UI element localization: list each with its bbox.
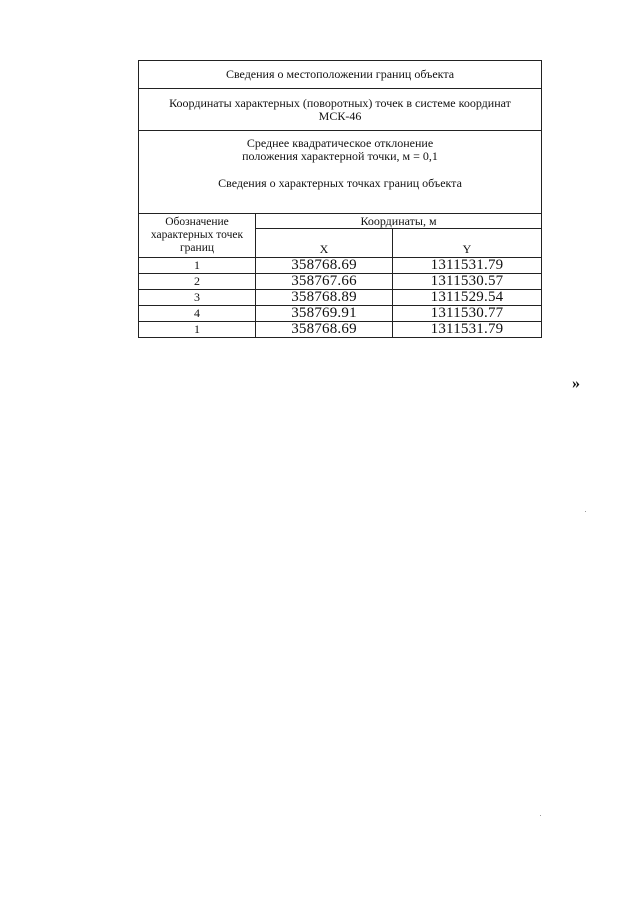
y-value: 1311531.79 xyxy=(393,258,542,274)
table-row xyxy=(139,258,542,274)
y-value: 1311530.77 xyxy=(393,306,542,322)
boundary-info-table xyxy=(138,60,542,338)
coordinates-header: Координаты, м xyxy=(256,214,542,229)
x-value: 358768.89 xyxy=(256,290,393,306)
designation-header-line1: Обозначение xyxy=(165,216,229,228)
designation-header-line3: границ xyxy=(179,242,215,254)
x-value: 358769.91 xyxy=(256,306,393,322)
x-value: 358768.69 xyxy=(256,322,393,338)
closing-quote: » xyxy=(572,375,580,392)
table-row xyxy=(139,274,542,290)
designation-header xyxy=(139,214,256,258)
scan-speck xyxy=(540,815,541,816)
x-value: 358767.66 xyxy=(256,274,393,290)
y-header: Y xyxy=(393,229,542,258)
point-number: 4 xyxy=(139,306,256,322)
y-value: 1311530.57 xyxy=(393,274,542,290)
scan-speck xyxy=(585,511,586,512)
deviation-line2: положения характерной точки, м = 0,1 xyxy=(242,149,438,163)
x-header: X xyxy=(256,229,393,258)
point-number: 3 xyxy=(139,290,256,306)
y-value: 1311529.54 xyxy=(393,290,542,306)
point-number: 1 xyxy=(139,258,256,274)
table-row xyxy=(139,322,542,338)
table-title: Сведения о местоположении границ объекта xyxy=(139,61,542,89)
coordinate-system-cell xyxy=(139,89,542,131)
point-number: 1 xyxy=(139,322,256,338)
point-number: 2 xyxy=(139,274,256,290)
deviation-cell xyxy=(139,131,542,214)
designation-header-line2: характерных точек xyxy=(150,229,244,241)
x-value: 358768.69 xyxy=(256,258,393,274)
coordinate-system-line1: Координаты характерных (поворотных) точек в системе координат xyxy=(169,95,511,110)
table-row xyxy=(139,290,542,306)
y-value: 1311531.79 xyxy=(393,322,542,338)
table-row xyxy=(139,306,542,322)
coordinate-system-line2: МСК-46 xyxy=(318,108,362,123)
points-title: Сведения о характерных точках границ объекта xyxy=(218,176,462,190)
deviation-line1: Среднее квадратическое отклонение xyxy=(246,136,434,150)
